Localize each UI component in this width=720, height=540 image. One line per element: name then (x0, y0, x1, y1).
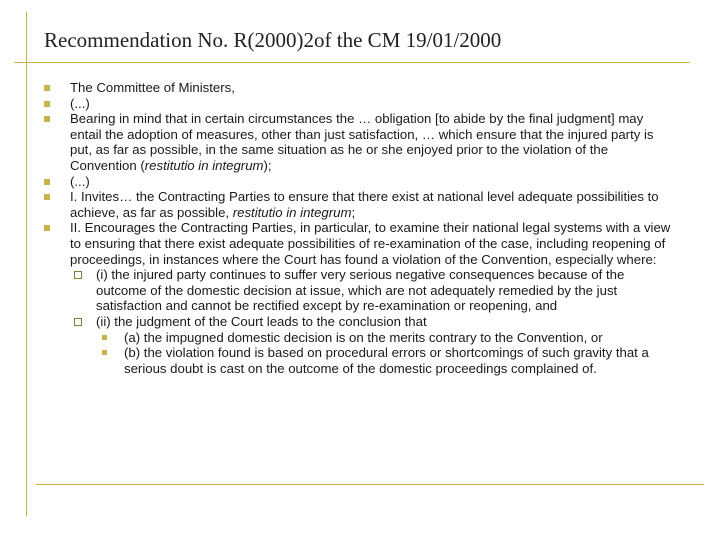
square-bullet-icon (44, 85, 50, 91)
sub-item-text: (i) the injured party continues to suffer very serious negative consequences because of the outcome of the domestic decision at issue, which are not adequately remedied by the just satisfaction and cannot be rectified except by re-examination or reopening, and (96, 267, 625, 314)
left-rule (26, 12, 27, 516)
item-text-italic: restitutio in integrum (144, 157, 264, 173)
slide-body (44, 80, 676, 376)
sub-list-item (70, 267, 676, 314)
hollow-square-bullet-icon (74, 271, 82, 279)
sub-sub-item-text: (b) the violation found is based on procedural errors or shortcomings of such gravity that a serious doubt is cast on the outcome of the domestic proceedings complained of. (124, 345, 649, 376)
square-bullet-icon (44, 116, 50, 122)
list-item (44, 80, 676, 96)
sub-sub-list-item (96, 330, 676, 346)
item-text: (...) (70, 95, 90, 111)
square-bullet-icon (44, 101, 50, 107)
slide-title: Recommendation No. R(2000)2of the CM 19/01/2000 (44, 28, 502, 52)
item-text: The Committee of Ministers, (70, 80, 235, 95)
list-item (44, 174, 676, 190)
item-text-end: ); (263, 157, 272, 173)
item-text-end: ; (351, 204, 356, 220)
item-text: (...) (70, 173, 90, 189)
item-text: I. Invites… the Contracting Parties to ensure that there exist at national level adequate possibilities to achieve, as far as possible, (70, 189, 659, 220)
sub-sub-item-text: (a) the impugned domestic decision is on the merits contrary to the Convention, or (124, 329, 603, 345)
list-item (44, 96, 676, 112)
square-bullet-icon (44, 194, 50, 200)
square-bullet-icon (102, 350, 107, 355)
square-bullet-icon (44, 179, 50, 185)
bottom-rule (36, 484, 704, 485)
hollow-square-bullet-icon (74, 318, 82, 326)
square-bullet-icon (44, 225, 50, 231)
item-text: Bearing in mind that in certain circumstances the … obligation [to abide by the final judgment] may entail the adoption of measures, other than just satisfaction, … which ensure that the injured party is put, as far as possible, in the same situation as he or she enjoyed prior to the violation of the Convention ( (70, 111, 654, 173)
item-text: II. Encourages the Contracting Parties, in particular, to examine their national legal systems with a view to ensuring that there exist adequate possibilities of re-examination of the case, including reopening of proceedings, in instances where the Court has found a violation of the Convention, especially where: (70, 220, 671, 267)
sub-item-text: (ii) the judgment of the Court leads to the conclusion that (96, 313, 427, 329)
sub-sub-list-item (96, 345, 676, 376)
square-bullet-icon (102, 335, 107, 340)
item-text-italic: restitutio in integrum (232, 204, 352, 220)
title-underline (14, 62, 690, 63)
list-item (44, 220, 676, 376)
list-item (44, 111, 676, 173)
sub-list-item (70, 314, 676, 376)
list-item (44, 189, 676, 220)
